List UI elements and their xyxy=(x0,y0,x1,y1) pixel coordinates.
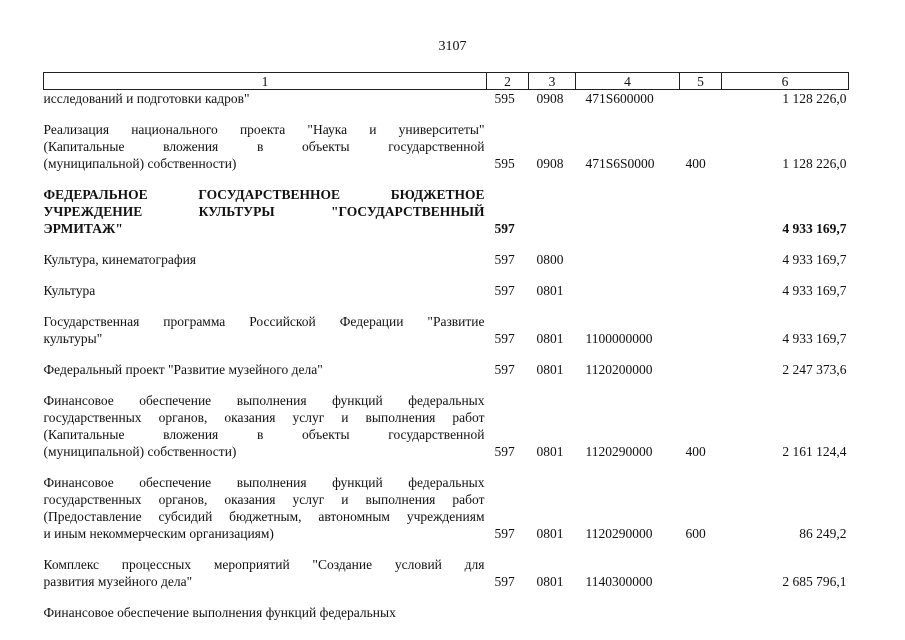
page-number: 3107 xyxy=(438,39,467,54)
row-expense-type xyxy=(680,268,722,299)
row-expense-type: 600 xyxy=(685,526,706,541)
description-line: Федеральный проект "Развитие музейного дела" xyxy=(43,362,323,377)
description-line: (муниципальной) собственности) xyxy=(43,444,237,459)
description-line: (Капитальные вложения в объекты государственной xyxy=(43,139,485,154)
table-row xyxy=(44,299,849,347)
description-line: Финансовое обеспечение выполнения функций федеральных xyxy=(43,393,485,408)
row-expense-type: 400 xyxy=(685,444,706,459)
row-ministry-code: 595 xyxy=(494,156,515,171)
row-amount: 4 933 169,7 xyxy=(782,252,847,267)
row-section-code: 0801 xyxy=(536,362,564,377)
row-description xyxy=(44,460,487,542)
row-target-article xyxy=(576,172,680,237)
table-header xyxy=(44,73,849,90)
table-row xyxy=(44,237,849,268)
table-row xyxy=(44,172,849,237)
row-description xyxy=(44,107,487,172)
row-amount: 1 128 226,0 xyxy=(782,156,847,171)
row-description xyxy=(44,90,487,108)
row-target-article xyxy=(576,590,680,621)
column-header-4: 4 xyxy=(576,73,680,90)
row-section-code: 0801 xyxy=(536,444,564,459)
row-amount: 4 933 169,7 xyxy=(782,283,847,298)
row-expense-type xyxy=(680,237,722,268)
row-section-code: 0801 xyxy=(536,283,564,298)
row-amount: 4 933 169,7 xyxy=(782,331,847,346)
row-expense-type: 400 xyxy=(685,156,706,171)
description-line: Культура, кинематография xyxy=(43,252,197,267)
row-section-code: 0908 xyxy=(536,91,564,106)
row-expense-type xyxy=(680,347,722,378)
row-ministry-code: 597 xyxy=(494,574,515,589)
row-section-code: 0801 xyxy=(536,526,564,541)
column-header-3: 3 xyxy=(529,73,576,90)
table-row xyxy=(44,268,849,299)
table-row xyxy=(44,542,849,590)
row-amount: 2 685 796,1 xyxy=(782,574,847,589)
row-target-article xyxy=(576,237,680,268)
row-description xyxy=(44,268,487,299)
row-section-code: 0800 xyxy=(536,252,564,267)
row-ministry-code: 597 xyxy=(494,444,515,459)
row-description xyxy=(44,237,487,268)
row-description xyxy=(44,172,487,237)
row-section-code: 0801 xyxy=(536,331,564,346)
description-line: (Предоставление субсидий бюджетным, автономным учреждениям xyxy=(43,509,485,524)
row-amount: 2 161 124,4 xyxy=(782,444,847,459)
row-target-article: 1140300000 xyxy=(585,574,653,589)
row-section-code xyxy=(529,590,576,621)
description-line: (муниципальной) собственности) xyxy=(43,156,237,171)
row-expense-type xyxy=(680,590,722,621)
column-header-5: 5 xyxy=(680,73,722,90)
row-target-article: 1100000000 xyxy=(585,331,653,346)
table-row xyxy=(44,90,849,108)
column-header-6: 6 xyxy=(722,73,849,90)
description-line: ФЕДЕРАЛЬНОЕ ГОСУДАРСТВЕННОЕ БЮДЖЕТНОЕ xyxy=(43,187,485,202)
description-line: развития музейного дела" xyxy=(43,574,193,589)
row-amount: 2 247 373,6 xyxy=(782,362,847,377)
row-amount: 1 128 226,0 xyxy=(782,91,847,106)
row-description xyxy=(44,299,487,347)
row-amount: 86 249,2 xyxy=(799,526,847,541)
row-target-article: 1120290000 xyxy=(585,526,653,541)
column-header-2: 2 xyxy=(487,73,529,90)
row-description xyxy=(44,542,487,590)
row-amount: 4 933 169,7 xyxy=(782,221,847,236)
description-line: государственных органов, оказания услуг и выполнения работ xyxy=(43,410,485,425)
description-line: культуры" xyxy=(43,331,103,346)
row-description xyxy=(44,378,487,460)
table-row xyxy=(44,347,849,378)
description-line: государственных органов, оказания услуг и выполнения работ xyxy=(43,492,485,507)
row-description xyxy=(44,590,487,621)
description-line: Финансовое обеспечение выполнения функций федеральных xyxy=(43,475,485,490)
column-header-1: 1 xyxy=(44,73,487,90)
description-line: и иным некоммерческим организациям) xyxy=(43,526,274,541)
description-line: УЧРЕЖДЕНИЕ КУЛЬТУРЫ "ГОСУДАРСТВЕННЫЙ xyxy=(43,204,485,219)
table-row xyxy=(44,107,849,172)
row-description xyxy=(44,347,487,378)
row-target-article: 1120290000 xyxy=(585,444,653,459)
row-target-article: 471S6S0000 xyxy=(585,156,655,171)
description-line: Реализация национального проекта "Наука и университеты" xyxy=(43,122,485,137)
row-target-article: 471S600000 xyxy=(585,91,654,106)
description-line: Культура xyxy=(43,283,96,298)
row-ministry-code xyxy=(487,590,529,621)
row-ministry-code: 597 xyxy=(494,221,515,236)
row-ministry-code: 597 xyxy=(494,362,515,377)
row-ministry-code: 597 xyxy=(494,526,515,541)
row-expense-type xyxy=(680,542,722,590)
description-line: (Капитальные вложения в объекты государственной xyxy=(43,427,485,442)
row-section-code: 0908 xyxy=(536,156,564,171)
row-section-code: 0801 xyxy=(536,574,564,589)
row-expense-type xyxy=(680,90,722,108)
row-target-article: 1120200000 xyxy=(585,362,653,377)
description-line: Комплекс процессных мероприятий "Создание условий для xyxy=(43,557,485,572)
description-line: Государственная программа Российской Федерации "Развитие xyxy=(43,314,485,329)
budget-table xyxy=(43,72,849,621)
row-expense-type xyxy=(680,299,722,347)
table-body xyxy=(44,90,849,622)
row-target-article xyxy=(576,268,680,299)
description-line: исследований и подготовки кадров" xyxy=(43,91,250,106)
table-row xyxy=(44,460,849,542)
row-section-code xyxy=(529,172,576,237)
row-ministry-code: 597 xyxy=(494,283,515,298)
row-amount xyxy=(722,590,849,621)
table-row xyxy=(44,378,849,460)
row-expense-type xyxy=(680,172,722,237)
table-row xyxy=(44,590,849,621)
row-ministry-code: 595 xyxy=(494,91,515,106)
description-line: ЭРМИТАЖ" xyxy=(43,221,123,236)
row-ministry-code: 597 xyxy=(494,252,515,267)
row-ministry-code: 597 xyxy=(494,331,515,346)
description-line: Финансовое обеспечение выполнения функций федеральных xyxy=(43,605,396,620)
